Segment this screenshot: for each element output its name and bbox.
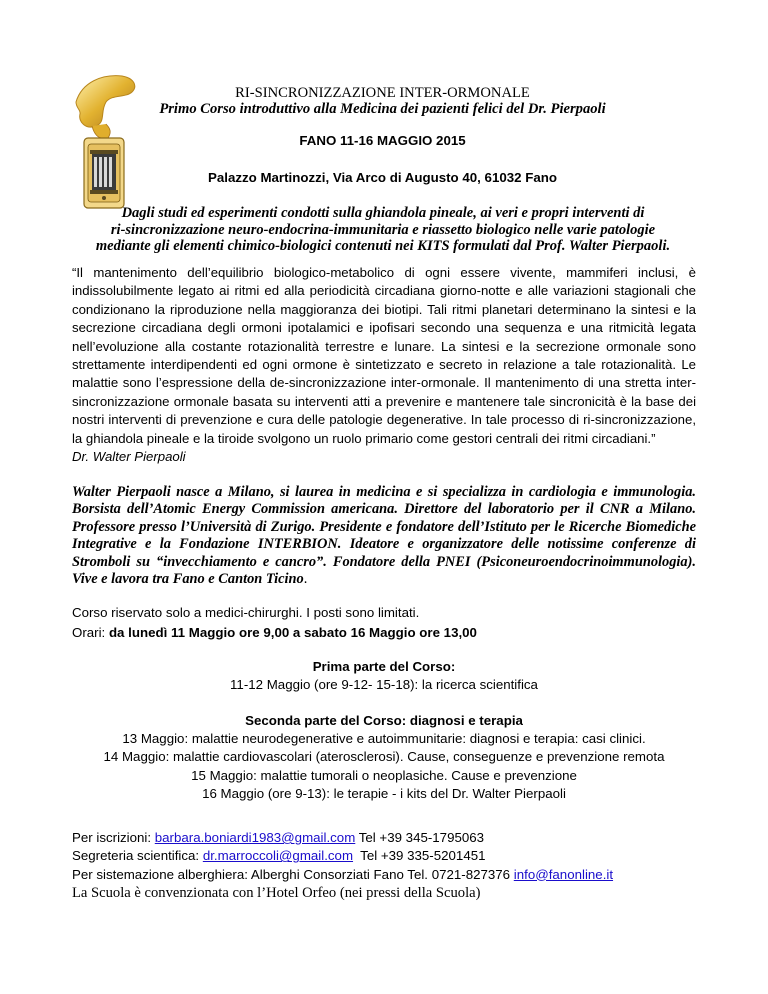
segreteria-tel: Tel +39 335-5201451 <box>353 848 486 864</box>
part1-title: Prima parte del Corso: <box>312 659 456 674</box>
part2-section <box>72 712 696 803</box>
bio-paragraph <box>72 484 696 588</box>
scuola-note: La Scuola è convenzionata con l’Hotel Orfeo (nei pressi della Scuola) <box>72 884 481 901</box>
intro-line: Dagli studi ed esperimenti condotti sulla ghiandola pineale, ai veri e propri interventi di <box>121 205 645 221</box>
course-date: FANO 11-16 MAGGIO 2015 <box>299 133 466 148</box>
bio-text: Walter Pierpaoli nasce a Milano, si laurea in medicina e si specializza in cardiologia e immunologia. Borsista dell’Atomic Energy Commission americana. Direttore del laboratorio per il CNR a Milano. Professore presso l’Università di Zurigo. Presidente e fondatore dell’Istituto per le Ricerche Biomediche Integrative e la Fondazione INTERBION. Ideatore e organizzatore delle notissime conferenze di Stromboli su “invecchiamento e cancro”. Fondatore della PNEI (Psiconeuroendocrinoimmunologia). Vive e lavora tra Fano e Canton Ticino <box>72 484 696 588</box>
contacts-section <box>72 829 712 902</box>
alberghi-email-link[interactable]: info@fanonline.it <box>513 866 614 882</box>
course-hours <box>72 624 696 642</box>
hours-label: Orari: <box>72 625 109 640</box>
iscrizioni-label: Per iscrizioni: <box>72 830 155 845</box>
title-line-1: RI-SINCRONIZZAZIONE INTER-ORMONALE <box>235 85 530 101</box>
intro-line: ri-sincronizzazione neuro-endocrina-immunitaria e riassetto biologico nelle varie patologie <box>110 221 656 238</box>
intro-line: mediante gli elementi chimico-biologici contenuti nei KITS formulati dal Prof. Walter Pierpaoli. <box>95 238 671 254</box>
contact-iscrizioni <box>72 829 712 847</box>
alberghi-label: Per sistemazione alberghiera: Alberghi Consorziati Fano Tel. 0721-827376 <box>72 866 514 882</box>
course-restriction: Corso riservato solo a medici-chirurghi. I posti sono limitati. <box>72 605 420 620</box>
segreteria-label: Segreteria scientifica: <box>72 848 203 864</box>
quote-paragraph <box>72 264 696 466</box>
title-line-2: Primo Corso introduttivo alla Medicina dei pazienti felici del Dr. Pierpaoli <box>159 101 606 117</box>
course-venue: Palazzo Martinozzi, Via Arco di Augusto 40, 61032 Fano <box>207 170 557 185</box>
contact-segreteria <box>72 847 712 865</box>
part2-item: 15 Maggio: malattie tumorali o neoplasiche. Cause e prevenzione <box>191 767 577 783</box>
part1-section <box>72 658 696 694</box>
hours-value: da lunedì 11 Maggio ore 9,00 a sabato 16 Maggio ore 13,00 <box>108 625 477 640</box>
contact-alberghi <box>72 866 712 884</box>
iscrizioni-email-link[interactable]: barbara.boniardi1983@gmail.com <box>154 830 356 845</box>
quote-author: Dr. Walter Pierpaoli <box>72 449 186 465</box>
intro-paragraph <box>72 205 694 255</box>
part2-item: 13 Maggio: malattie neurodegenerative e autoimmunitarie: diagnosi e terapia: casi clinici. <box>122 731 646 747</box>
part2-item: 14 Maggio: malattie cardiovascolari (aterosclerosi). Cause, conseguenze e prevenzione remota <box>103 749 665 765</box>
bio-end-mark: . <box>303 571 308 588</box>
logo-emblem-icon <box>72 72 140 212</box>
iscrizioni-tel: Tel +39 345-1795063 <box>355 830 485 845</box>
part2-item: 16 Maggio (ore 9-13): le terapie - i kits del Dr. Walter Pierpaoli <box>202 785 566 801</box>
part1-item: 11-12 Maggio (ore 9-12- 15-18): la ricerca scientifica <box>230 677 538 693</box>
segreteria-email-link[interactable]: dr.marroccoli@gmail.com <box>202 848 354 864</box>
part2-title: Seconda parte del Corso: diagnosi e terapia <box>245 713 523 728</box>
quote-text: “Il mantenimento dell’equilibrio biologico-metabolico di ogni essere vivente, mammiferi inclusi, è indissolubilmente legato ai ritmi ed alla periodicità circadiana giorno-notte e alle variazioni stagionali che condizionano la riproduzione nella maggioranza dei biotipi. Tali ritmi planetari determinano la sintesi e la secrezione circadiana degli ormoni ipotalamici e ipofisari secondo una sequenza e una ritmicità legata nell’evoluzione alla costante rotazionalità terrestre e lunare. La sintesi e la secrezione ormonale sono strettamente interdipendenti ed ogni ormone è sintetizzato e secreto in relazione a tale rotazionalità. Le malattie sono l’espressione della de-sincronizzazione inter-ormonale. Il mantenimento di una stretta inter-sincronizzazione ormonale basata su interventi atti a prevenire e mantenere tale sincronicità è la base dei nostri interventi di prevenzione e cura delle patologie degenerative. In tale processo di ri-sincronizzazione, la ghiandola pineale e la tiroide svolgono un ruolo primario come gestori centrali dei ritmi circadiani.” <box>72 265 696 446</box>
